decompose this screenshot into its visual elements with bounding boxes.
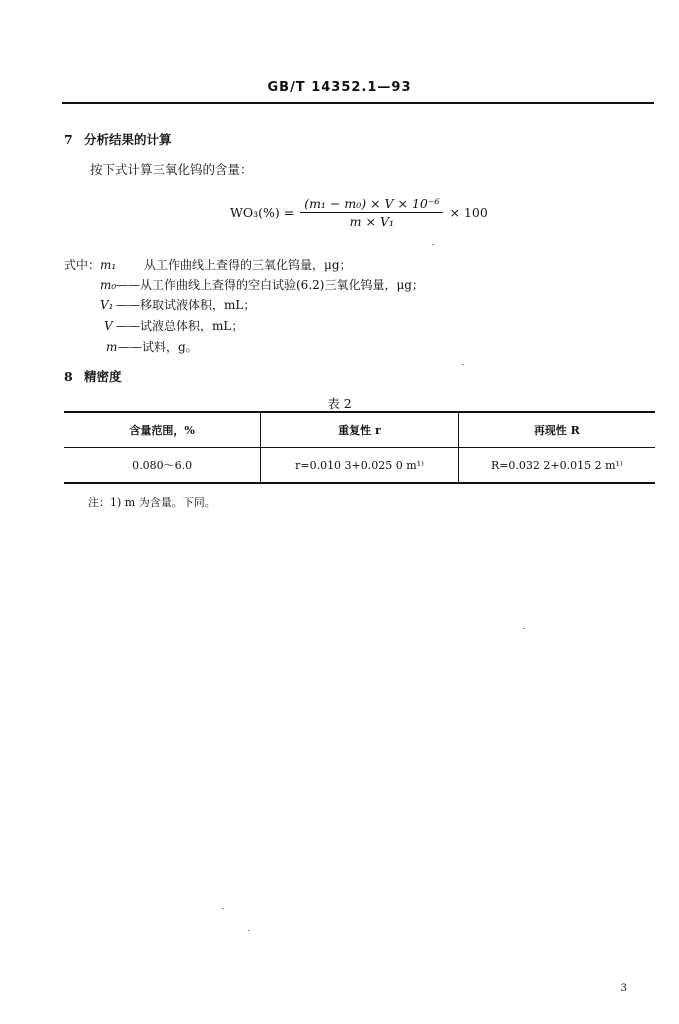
table-cell: 0.080～6.0 — [132, 459, 193, 472]
scan-speck — [248, 930, 250, 931]
scan-speck — [462, 364, 464, 365]
table-header-cell: 含量范围，% — [129, 424, 195, 437]
definition-line — [100, 276, 424, 293]
scan-speck — [432, 244, 434, 245]
scan-speck — [523, 628, 525, 629]
formula-numerator: (m₁ − m₀) × V × 10⁻⁶ — [300, 196, 443, 213]
table-caption: 表 2 — [327, 396, 352, 411]
formula-denominator: m × V₁ — [349, 214, 394, 229]
definition-line — [64, 256, 352, 273]
definition-separator: —— — [116, 298, 140, 312]
section-7-number: 7 — [64, 132, 73, 147]
section-7-title: 分析结果的计算 — [84, 132, 172, 147]
section-8-title: 精密度 — [84, 369, 122, 384]
section-7-heading — [64, 130, 172, 148]
definition-symbol: m₁ — [100, 258, 117, 272]
formula-rhs: × 100 — [449, 205, 488, 220]
standard-code-header: GB/T 14352.1—93 — [267, 80, 412, 95]
section-8-number: 8 — [64, 369, 73, 384]
section-7-intro: 按下式计算三氧化钨的含量： — [90, 162, 253, 177]
definition-symbol: V — [104, 319, 113, 333]
section-8-heading — [64, 367, 122, 385]
formula-fraction — [300, 196, 443, 229]
precision-table — [64, 411, 655, 484]
definition-line — [100, 296, 255, 313]
calculation-formula — [230, 196, 488, 229]
definition-line — [104, 317, 243, 334]
definition-text: 试料，g。 — [142, 340, 198, 354]
table-cell: r=0.010 3+0.025 0 m¹⁾ — [261, 448, 458, 484]
definition-separator: —— — [118, 340, 142, 354]
definition-symbol: V₁ — [100, 298, 114, 312]
table-note: 注：1) m 为含量。下同。 — [88, 496, 216, 509]
definition-text: 从工作曲线上查得的空白试验(6.2)三氧化钨量，μg； — [140, 278, 424, 292]
definition-lead: 式中： — [64, 258, 101, 272]
table-header-row — [64, 412, 655, 448]
table-header-cell: 再现性 R — [458, 412, 655, 448]
table-header-cell: 重复性 r — [261, 412, 458, 448]
definition-symbol: m — [106, 340, 118, 354]
definition-separator: —— — [116, 278, 140, 292]
header-rule — [62, 102, 654, 104]
formula-lhs: WO₃(%) = — [230, 205, 295, 220]
definition-separator: —— — [116, 319, 140, 333]
table-row — [64, 448, 655, 484]
definition-text: 试液总体积，mL； — [140, 319, 244, 333]
page-number: 3 — [620, 983, 627, 994]
definition-text: 移取试液体积，mL； — [140, 298, 256, 312]
definition-line — [106, 338, 198, 355]
definition-text: 从工作曲线上查得的三氧化钨量，μg； — [144, 258, 352, 272]
definition-symbol: m₀ — [100, 278, 117, 292]
table-cell: R=0.032 2+0.015 2 m¹⁾ — [458, 448, 655, 484]
scan-speck — [222, 908, 224, 909]
